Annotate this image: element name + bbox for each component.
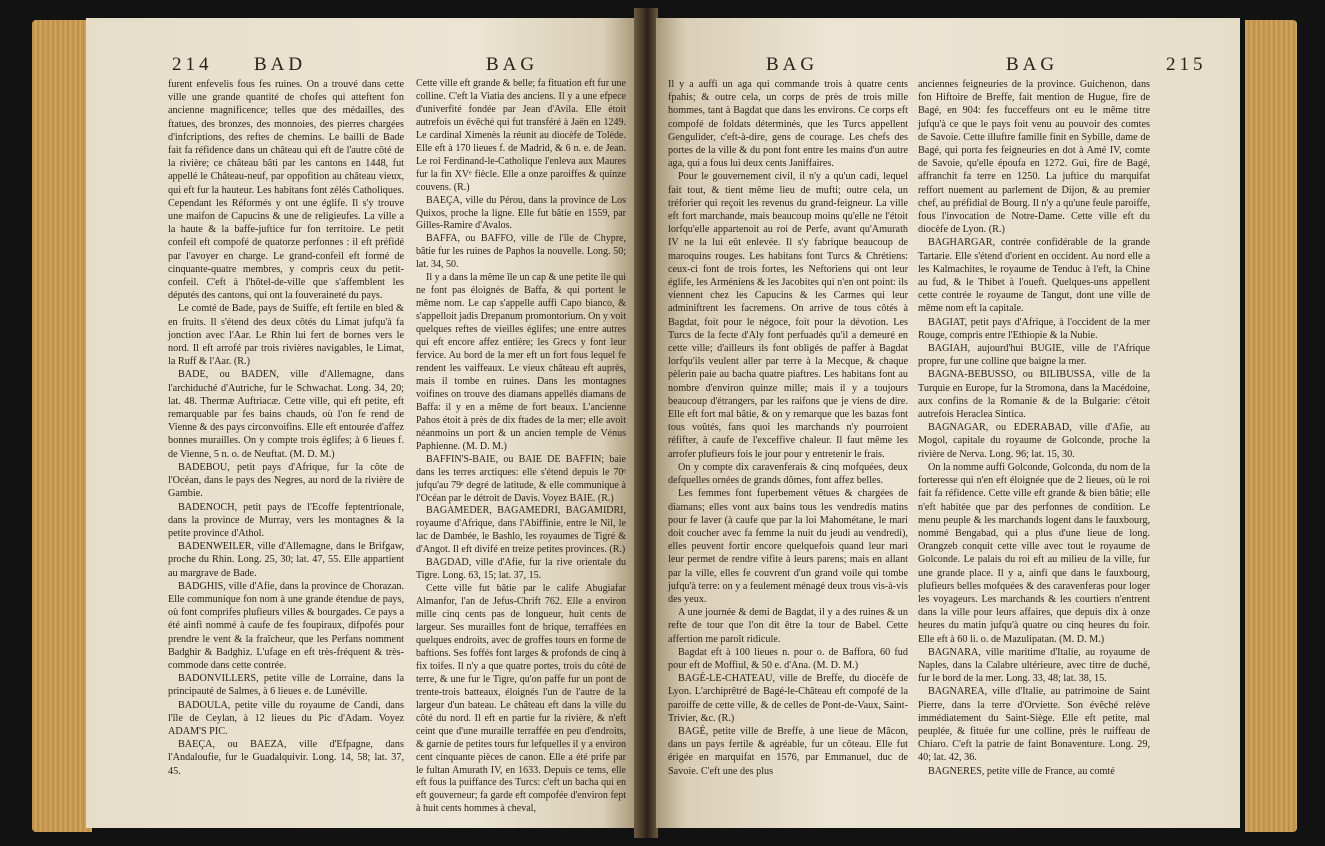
entry-paragraph: BAGDAD, ville d'Afie, fur la rive orientale du Tigre. Long. 63, 15; lat. 37, 15. [416, 557, 626, 582]
entry-paragraph: Bagdat eft à 100 lieues n. pour o. de Baffora, 60 fud pour eft de Moffiul, & 50 e. d'Ana. (M. D. M.) [668, 646, 908, 671]
entry-paragraph: BAFFA, ou BAFFO, ville de l'île de Chypre, bâtie fur les ruines de Paphos la nouvelle. Long. 50; lat. 34, 50. [416, 233, 626, 271]
entry-paragraph: BAEÇA, ou BAEZA, ville d'Efpagne, dans l'Andaloufie, fur le Guadalquivir. Long. 14, 58; lat. 37, 45. [168, 739, 404, 777]
entry-paragraph: Le comté de Bade, pays de Suiffe, eft fertile en bled & en fruits. Il s'étend des deux côtés du Limat jufqu'à fa jonction avec l'Aar. Le Rhin lui fert de bornes vers le nord. Il eft arrofé par trois rivières navigables, le Limat, la Ruff & l'Aar. (R.) [168, 303, 404, 368]
page-number: 214 [172, 54, 213, 75]
entry-paragraph: BAFFIN'S-BAIE, ou BAIE DE BAFFIN; baie dans les terres arctiques: elle s'étend depuis le 70ᵉ jufqu'au 79ᵉ degré de latitude, & elle communique à l'Océan par le détroit de Davis. Voyez BAIE. (R.) [416, 453, 626, 504]
entry-paragraph: On la nomme auffi Golconde, Golconda, du nom de la forteresse qui n'en eft éloignée que de 2 lieues, où le roi fait fa réfidence. Cette ville eft grande & bien bâtie; elle n'eft habitée que par des perfonnes de condition. Le menu peuple & les marchands logent dans le fauxbourg, nommé Bengabad, qui a plus d'une lieue de long. Orangzeb conquit cette ville avec tout le royaume de Golconde. Le palais du roi eft au milieu de la ville, fur une grande place. Il y a, ainfi que dans le fauxbourg, plufieurs belles mofquées & des caravenferas pour loger les voyageurs. Les marchands & les courtiers n'entrent dans la ville pour leurs affaires, que depuis dix à onze heures du matin jufqu'à quatre ou cinq heures du foir. Elle eft à 60 li. o. de Mazulipatan. (M. D. M.) [918, 461, 1150, 645]
entry-paragraph: BAGNAREA, ville d'Italie, au patrimoine de Saint Pierre, dans la terre d'Orviette. Son évêché relève immédiatement du Saint-Siège. Elle eft petite, mal peuplée, & fituée fur une colline, près le ruiffeau de Chiaro. C'eft la patrie de faint Bonaventure. Long. 29, 40; lat. 42, 36. [918, 686, 1150, 764]
entry-paragraph: BAGNARA, ville maritime d'Italie, au royaume de Naples, dans la Calabre ultérieure, avec titre de duché, fur le bord de la mer. Long. 33, 48; lat. 38, 15. [918, 646, 1150, 685]
entry-paragraph: BAGHARGAR, contrée confidérable de la grande Tartarie. Elle s'étend d'orient en occident. Au nord elle a les Kalmachites, le royaume de Tenduc à l'eft, la Chine au fud, & le Thibet à l'oueft. Quelques-uns appellent cette contrée le royaume de Tangut, dont une ville de même nom eft la capitale. [918, 237, 1150, 315]
entry-paragraph: BADEBOU, petit pays d'Afrique, fur la côte de l'Océan, dans le pays des Negres, au nord de la rivière de Gambie. [168, 461, 404, 500]
running-head: BAG [486, 54, 539, 75]
entry-paragraph: BADOULA, petite ville du royaume de Candi, dans l'île de Ceylan, à 12 lieues du Pic d'Adam. Voyez ADAM'S PIC. [168, 699, 404, 737]
entry-paragraph: Cette ville eft grande & belle; fa fituation eft fur une colline. C'eft la Viatia des anciens. Il y a une efpece d'univerfité fondée par Jean d'Avila. Elle étoit autrefois un évêché qui fut transféré à Jaën en 1249. Le cardinal Ximenès la réunit au diocèfe de Tolède. Elle eft à 170 lieues f. de Madrid, & 6 n. e. de Jean. Le roi Ferdinand-le-Catholique l'enleva aux Maures fur la fin XVᵉ fiècle. Elle a onze paroiffes & quinze couvens. (R.) [416, 78, 626, 193]
entry-paragraph: BADE, ou BADEN, ville d'Allemagne, dans l'archiduché d'Autriche, fur le Schwachat. Long. 34, 20; lat. 48. Thermæ Auftriacæ. Cette ville, qui eft petite, eft remarquable par fes bains chauds, où l'on fe rend de Vienne & des pays circonvoifins. Elle eft entourée d'affez bonnes murailles. On y compte trois églifes; à 6 lieues f. de Vienne, 5 n. o. de Neuftat. (M. D. M.) [168, 369, 404, 460]
book-page-edges-right [1245, 20, 1297, 832]
entry-paragraph: BADENWEILER, ville d'Allemagne, dans le Brifgaw, proche du Rhin. Long. 25, 30; lat. 47, 55. Elle appartient au margrave de Bade. [168, 541, 404, 579]
running-head: BAD [254, 54, 307, 75]
entry-paragraph: BAEÇA, ville du Pérou, dans la province de Los Quixos, proche la ligne. Elle fut bâtie en 1559, par Gilles-Ramire d'Avalos. [416, 194, 626, 232]
left-page [86, 18, 636, 828]
book-page-edges-left [32, 20, 92, 832]
entry-paragraph: Il y a auffi un aga qui commande trois à quatre cents fpahis; & outre cela, un corps de près de trois mille hommes, tant à Bagdat que dans les environs. Ce corps eft compofé de foldats déterminés, que les Turcs appellent Gengulider, c'eft-à-dire, gens de courage. Les chefs des portes de la ville & du pont font entre les mains d'un autre aga, qui a fous lui deux cents Janiffaires. [668, 79, 908, 170]
text-column-right [918, 78, 1150, 778]
text-column-left [668, 78, 908, 778]
entry-paragraph: Cette ville fut bâtie par le calife Abugiafar Almanfor, l'an de Jefus-Chrift 762. Elle a environ mille cinq cents pas de longueur, huit cents de largeur. Ses murailles font de brique, terraffées en quelques endroits, avec de groffes tours en forme de baftions. Ses foffés font larges & profonds de cinq à fix toifes. Il n'y a que quatre portes, trois du côté de terre, & une fur le Tigre, qu'on paffe fur un pont de trente-trois batteaux, éloignés l'un de l'autre de la largeur d'un bateau. Le château eft dans la ville du côté du nord. Il eft en partie fur la rivière, & n'eft ceint que d'une muraille terraffée en peu d'endroits, & garnie de petites tours fur lefquelles il y a environ cent cinquante pièces de canon. Elle a été prife par le fultan Amurath IV, en 1633. Depuis ce tems, elle eft fous la puiffance des Turcs: c'eft un bacha qui en eft gouverneur; fa garde eft compofée d'environ fept à huit cents hommes à cheval, [416, 583, 626, 815]
book-spine [634, 8, 658, 838]
entry-paragraph: BAGNAGAR, ou EDERABAD, ville d'Afie, au Mogol, capitale du royaume de Golconde, proche la rivière de Nerva. Long. 96; lat. 15, 30. [918, 422, 1150, 460]
entry-paragraph: BAGNA-BEBUSSO, ou BILIBUSSA, ville de la Turquie en Europe, fur la Stromona, dans la Macédoine, aux confins de la Romanie & de la Bulgarie: c'étoit autrefois Heraclea Sintica. [918, 369, 1150, 421]
entry-paragraph: Il y a dans la même île un cap & une petite île qui ne font pas éloignés de Baffa, & qui portent le même nom. Le cap s'appelle auffi Capo bianco, & s'appelloit jadis Drepanum promontorium. On y voit quelques reftes de vieilles églifes; une entre autres qui eft encore affez entière; les Grecs y font leur fervice. Au bord de la mer eft un fort fous lequel fe rendent les vaiffeaux. Le vieux château eft auprès, mais il tombe en ruines. Dans les montagnes voifines on trouve des diamans appellés diamans de Baffa: il y en a même de fort beaux. L'ancienne Pahos étoit à près de dix ftades de la mer; elle avoit néanmoins un port & un ancien temple de Vénus Paphienne. (M. D. M.) [416, 272, 626, 452]
entry-paragraph: BAGNERES, petite ville de France, au comté [928, 765, 1115, 777]
entry-paragraph: BADONVILLERS, petite ville de Lorraine, dans la principauté de Salmes, à 6 lieues e. de Lunéville. [168, 673, 404, 698]
running-head: BAG [766, 54, 819, 75]
entry-paragraph: Pour le gouvernement civil, il n'y a qu'un cadi, lequel fait tout, & tient même lieu de mufti; outre cela, un tréforier qui reçoit les revenus du grand-feigneur. La ville eft fort marchande, mais beaucoup moins qu'elle ne l'étoit lorfqu'elle appartenoit au roi de Perfe, avant qu'Amurath IV ne la lui eût enlevée. Il s'y fabrique beaucoup de maroquins rouges. Les habitans font Turcs & Chrétiens: ceux-ci font de trois fortes, les Neftoriens qui ont leur églife, les Arméniens & les Jacobites qui n'en ont point: ils viennent chez les Capucins & les Carmes qui leur adminiftrent les facremens. On arrive de tous côtés à Bagdat, foit pour le négoce, foit pour la dévotion. Les Turcs de la fecte d'Aly font perfuadés qu'il a demeuré en cette ville; d'ailleurs ils font obligés de paffer à Bagdat lorfqu'ils veulent aller par terre à la Mecque, & chaque pèlerin paie au bacha quatre piaftres. Les habitans font au nombre d'environ quinze mille; mais il y a toujours beaucoup d'étrangers, par les raifons que je viens de dire. Elle eft fort mal bâtie, & on y remarque que les bazas font tous voûtés, fans quoi les marchands n'y pourroient réfifter, à caufe de l'exceffive chaleur. Il faut même les arrofer plufieurs fois le jour pour y entretenir le frais. [668, 171, 908, 460]
page-number: 215 [1166, 54, 1207, 75]
text-column-left [168, 78, 404, 778]
running-head: BAG [1006, 54, 1059, 75]
entry-paragraph: Les femmes font fuperbement vêtues & chargées de diamans; elles vont aux bains tous les vendredis matins pour fe laver (à caufe que par la loi Mahométane, le mari doit coucher avec fa femme la nuit du jeudi au vendredi), elles peuvent fortir encore quelquefois quand leur mari leur permet de rendre vifite à leurs parens; mais en allant par la ville, elles fe couvrent d'un grand voile qui tombe jufqu'à terre: on y a feulement ménagé deux trous vis-à-vis des yeux. [668, 488, 908, 605]
text-column-right [416, 78, 626, 816]
entry-paragraph: BAGÉ-LE-CHATEAU, ville de Breffe, du diocèfe de Lyon. L'archiprêtré de Bagé-le-Château eft compofé de la paroiffe de cette ville, & de celles de Pont-de-Vaux, Saint-Trivier, &c. (R.) [668, 673, 908, 724]
entry-paragraph: BAGÉ, petite ville de Breffe, à une lieue de Mâcon, dans un pays fertile & agréable, fur un côteau. Elle fut érigée en marquifat en 1576, par Emmanuel, duc de Savoie. C'eft une des plus [668, 725, 908, 777]
entry-paragraph: BADENOCH, petit pays de l'Ecoffe feptentrionale, dans la province de Murray, vers les montagnes & la petite province d'Athol. [168, 501, 404, 539]
entry-paragraph: furent enfevelis fous fes ruines. On a trouvé dans cette ville une grande quantité de chofes qui atteftent fon ancienne magnificence; telles que des médailles, des ftatues, des bronzes, des monnoies, des pierres chargées d'infcriptions, des reftes de chemins. Le bailli de Bade fait fa réfidence dans un château qui eft de l'autre côté de la rivière; ce château bâti par les cantons en 1448, fut appellé le Château-neuf, par oppofition au château vieux, qui eft fur la hauteur. Les habitans font zélés Catholiques. Cependant les Réformés y ont une églife. Il s'y trouve une maifon de Capucins & une de religieufes. La ville a la haute & la baffe-juftice fur fon territoire. Le petit confeil eft compofé de quatorze perfonnes : il eft préfidé par l'avoyer en charge. Le grand-confeil eft formé de cinquante-quatre membres, y compris ceux du petit-confeil. C'eft à l'hôtel-de-ville que s'affemblent les députés des cantons, qui ont la fouveraineté du pays. [168, 79, 404, 302]
right-page [656, 18, 1240, 828]
entry-paragraph: BAGIAH, aujourd'hui BUGIE, ville de l'Afrique propre, fur une colline que baigne la mer. [918, 343, 1150, 368]
entry-paragraph: BAGAMEDER, BAGAMEDRI, BAGAMIDRI, royaume d'Afrique, dans l'Abiffinie, entre le Nil, le lac de Dambée, le Bashlo, les royaumes de Tigré & d'Angot. Il eft divifé en treize petites provinces. (R.) [416, 505, 626, 556]
entry-paragraph: A une journée & demi de Bagdat, il y a des ruines & un refte de tour que l'on dit être la tour de Babel. Cette affertion me paroît ridicule. [668, 607, 908, 645]
entry-paragraph: BADGHIS, ville d'Afie, dans la province de Chorazan. Elle communique fon nom à une grande étendue de pays, où font comprifes plufieurs villes & bourgades. Ce pays a été ainfi nommé à caufe de fes foupiraux, difpofés pour prendre le vent & la fraîcheur, que les Perfans nomment Badghir & Badghiz. L'ufage en eft très-fréquent & très-commode dans cette contrée. [168, 580, 404, 671]
entry-paragraph: On y compte dix caravenferais & cinq mofquées, deux defquelles ornées de grands dômes, font affez belles. [668, 461, 908, 487]
entry-paragraph: anciennes feigneuries de la province. Guichenon, dans fon Hiftoire de Breffe, fait mention de Hugue, fire de Bagé, en 904: fes fucceffeurs ont eu le même titre jufqu'à ce que le pays foit venu au pouvoir des comtes de Savoie. Cette illuftre famille finit en Sybille, dame de Bagé, qui porta fes feigneuries en dot à Amé IV, comte de Savoie, qu'elle époufa en 1272. Gui, fire de Bagé, affranchit fa terre en 1250. La juftice du marquifat reffort nuement au parlement de Dijon, & au premier chef, au préfidial de Bourg. Il n'y a qu'une feule paroiffe, fous l'invocation de Notre-Dame. Cette ville eft du diocèfe de Lyon. (R.) [918, 79, 1150, 236]
entry-paragraph: BAGIAT, petit pays d'Afrique, à l'occident de la mer Rouge, compris entre l'Ethiopie & la Nubie. [918, 316, 1150, 341]
